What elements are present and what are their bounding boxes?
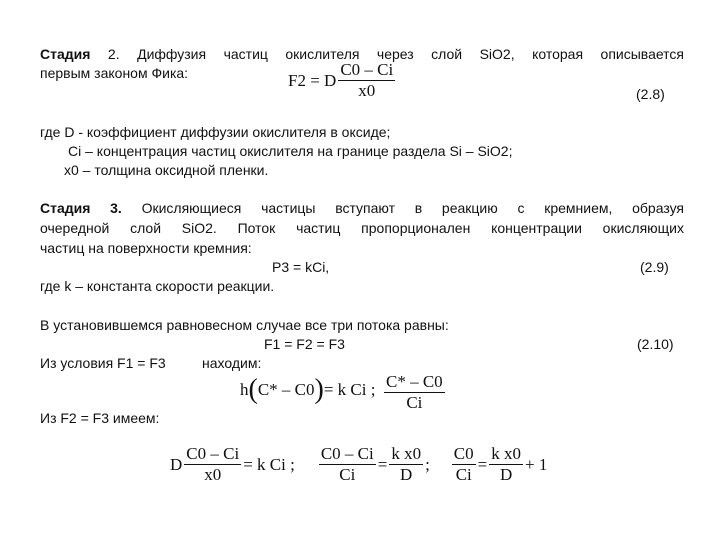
f2-rhs-fraction — [389, 444, 423, 485]
f3-numerator: C0 — [453, 444, 474, 463]
f3-rhs-fraction — [489, 444, 523, 485]
f3-denominator: Ci — [455, 465, 472, 484]
def-x0: x0 – толщина оксидной пленки. — [64, 162, 269, 178]
stage2-heading: Стадия — [40, 46, 91, 62]
def-d: где D - коэффициент диффузии окислителя в оксиде; — [40, 124, 391, 140]
f1-fraction — [184, 444, 241, 485]
f1-rhs: = k Ci ; — [243, 454, 295, 474]
f3-rhs-numerator: k x0 — [491, 444, 521, 463]
eq-2-8-lhs: F2 = D — [288, 70, 337, 90]
f2-equals: = — [377, 454, 388, 474]
f1-numerator: C0 – Ci — [186, 444, 240, 463]
f2-denominator: Ci — [339, 465, 356, 484]
f3-tail: + 1 — [524, 454, 548, 474]
eq-2-8-number: (2.8) — [636, 86, 665, 102]
eq-h-lparen: ( — [248, 374, 258, 405]
p3-line2: очередной слой SiO2. Поток частиц пропорционален концентрации окисляющих — [40, 220, 684, 236]
f3-equals: = — [477, 454, 488, 474]
p3-line1 — [40, 200, 684, 216]
final-equations — [170, 444, 547, 485]
eq-ratio-denominator: Ci — [406, 393, 423, 412]
def-k: где k – константа скорости реакции. — [40, 278, 275, 294]
condition-f2-f3: Из F2 = F3 имеем: — [40, 410, 160, 426]
eq-h-symbol: h — [240, 380, 249, 399]
equation-2-9: P3 = kCi, — [272, 259, 330, 275]
p4-line1: В установившемся равновесном случае все три потока равны: — [40, 317, 449, 333]
equation-ratio — [382, 372, 447, 413]
equation-h — [240, 374, 376, 405]
equation-2-8 — [288, 60, 397, 101]
eq-h-rparen: ) — [314, 374, 324, 405]
eq-2-8-denominator: x0 — [358, 81, 376, 100]
f2-fraction — [319, 444, 376, 485]
eq-ratio-fraction — [384, 372, 445, 413]
stage3-heading: Стадия 3. — [40, 200, 122, 216]
p3-line3: частиц на поверхности кремния: — [40, 240, 252, 256]
f1-denominator: x0 — [204, 465, 222, 484]
eq-ratio-numerator: C* – C0 — [386, 372, 443, 391]
f3-rhs-denominator: D — [499, 465, 513, 484]
f1-d: D — [170, 454, 183, 474]
f2-tail: ; — [425, 454, 430, 474]
p3-line1-text: Окисляющиеся частицы вступают в реакцию с кремнием, образуя — [141, 200, 685, 216]
eq-2-9-number: (2.9) — [640, 259, 669, 275]
p1-line2: первым законом Фика: — [40, 65, 189, 81]
f2-rhs-numerator: k x0 — [391, 444, 422, 463]
eq-h-rhs: = k Ci ; — [323, 380, 376, 399]
p1-line1-text: 2. Диффузия частиц окислителя через слой SiO2, которая описывается — [107, 46, 685, 62]
eq-2-10-number: (2.10) — [637, 336, 674, 352]
eq-2-8-numerator: C0 – Ci — [340, 60, 394, 79]
f2-rhs-denominator: D — [400, 465, 413, 484]
eq-h-inner: C* – C0 — [257, 380, 315, 399]
f3-fraction — [452, 444, 476, 485]
condition-f1-f3: Из условия F1 = F3 — [40, 355, 166, 371]
condition-result-label: находим: — [202, 355, 262, 371]
f2-numerator: C0 – Ci — [320, 444, 374, 463]
def-ci: Ci – концентрация частиц окислителя на границе раздела Si – SiO2; — [68, 143, 513, 159]
eq-2-8-fraction — [338, 60, 395, 101]
equation-2-10: F1 = F2 = F3 — [264, 336, 345, 352]
